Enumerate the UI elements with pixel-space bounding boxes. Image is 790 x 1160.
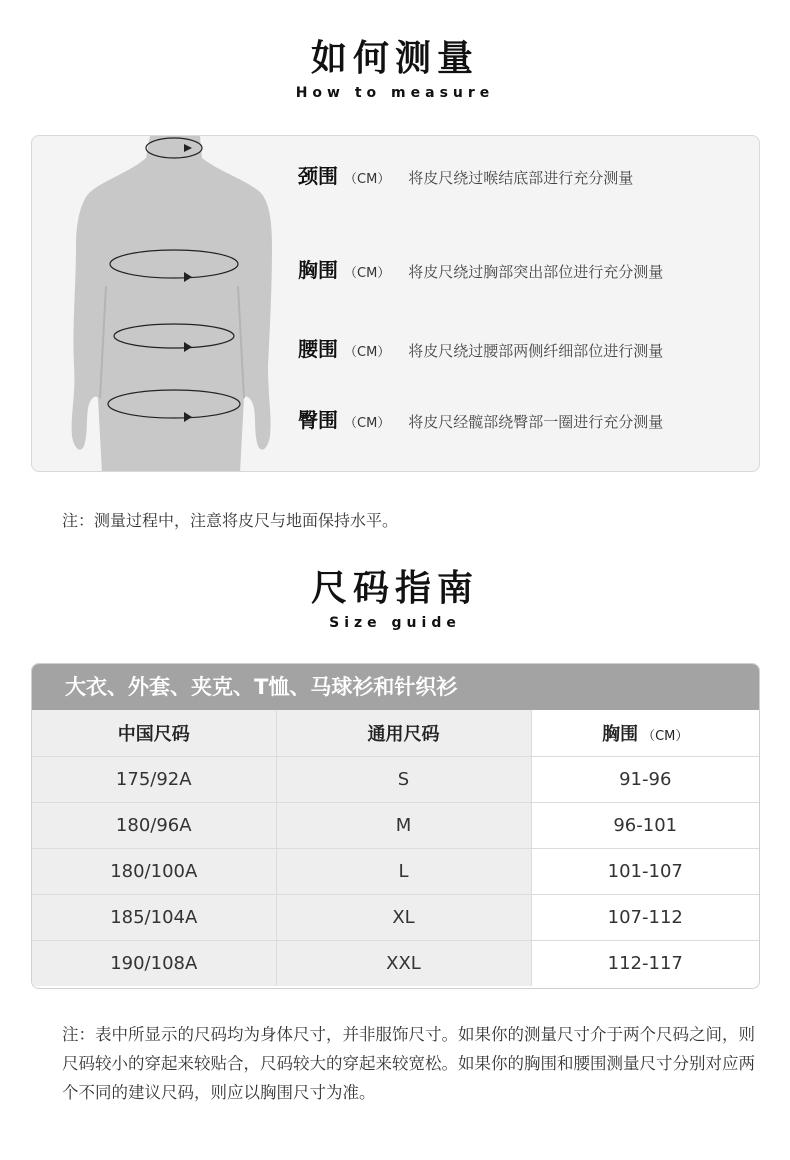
measure-row-neck [298,160,633,189]
cell-intl-size: XL [276,894,531,940]
measure-title-en: How to measure [295,85,495,101]
measure-row-hip [298,404,663,433]
size-note: 注：表中所显示的尺码均为身体尺寸，并非服饰尺寸。如果你的测量尺寸介于两个尺码之间，则尺码较小的穿起来较贴合，尺码较大的穿起来较宽松。如果你的胸围和腰围测量尺寸分别对应两个不同的建议尺码，则应以胸围尺寸为准。 [62,1025,755,1102]
measure-row-chest [298,254,663,283]
torso-silhouette [72,136,272,472]
measure-section-title [0,30,790,101]
measure-unit: （CM） [344,266,391,281]
measure-row-waist [298,333,663,362]
guide-title-cn: 尺码指南 [310,568,479,609]
table-row [32,894,759,940]
table-row [32,802,759,848]
header-chest-label: 胸围 [602,723,639,745]
measure-desc: 将皮尺绕过腰部两侧纤细部位进行测量 [408,342,664,360]
cell-cn-size: 190/108A [32,940,276,986]
cell-cn-size: 185/104A [32,894,276,940]
cell-intl-size: S [276,756,531,802]
measure-label: 胸围 [298,258,338,282]
measure-desc: 将皮尺经髋部绕臀部一圈进行充分测量 [408,413,664,431]
cell-intl-size: XXL [276,940,531,986]
measure-unit: （CM） [344,416,391,431]
measure-desc: 将皮尺绕过喉结底部进行充分测量 [408,169,634,187]
measure-note: 注：测量过程中，注意将皮尺与地面保持水平。 [62,511,399,530]
measure-panel [31,135,760,472]
size-grid [32,710,759,986]
table-row [32,848,759,894]
cell-chest: 101-107 [531,848,759,894]
cell-chest: 91-96 [531,756,759,802]
measure-label: 臀围 [298,408,338,432]
guide-section-title [0,560,790,631]
cell-intl-size: L [276,848,531,894]
measure-label: 颈围 [298,164,338,188]
cell-chest: 107-112 [531,894,759,940]
table-row [32,940,759,986]
cell-chest: 112-117 [531,940,759,986]
cell-intl-size: M [276,802,531,848]
header-chest-unit: （CM） [642,728,689,744]
cell-cn-size: 180/100A [32,848,276,894]
table-header-row [32,710,759,756]
measure-desc: 将皮尺绕过胸部突出部位进行充分测量 [408,263,664,281]
size-table [31,663,760,989]
header-chest [531,710,759,756]
cell-cn-size: 175/92A [32,756,276,802]
measure-label: 腰围 [298,337,338,361]
cell-cn-size: 180/96A [32,802,276,848]
measure-unit: （CM） [344,172,391,187]
table-banner: 大衣、外套、夹克、T恤、马球衫和针织衫 [32,664,759,710]
table-row [32,756,759,802]
body-figure-icon [32,136,292,472]
cell-chest: 96-101 [531,802,759,848]
guide-title-en: Size guide [329,615,461,631]
measure-unit: （CM） [344,345,391,360]
header-cn-size: 中国尺码 [32,710,276,756]
measure-title-cn: 如何测量 [310,38,479,79]
header-intl-size: 通用尺码 [276,710,531,756]
